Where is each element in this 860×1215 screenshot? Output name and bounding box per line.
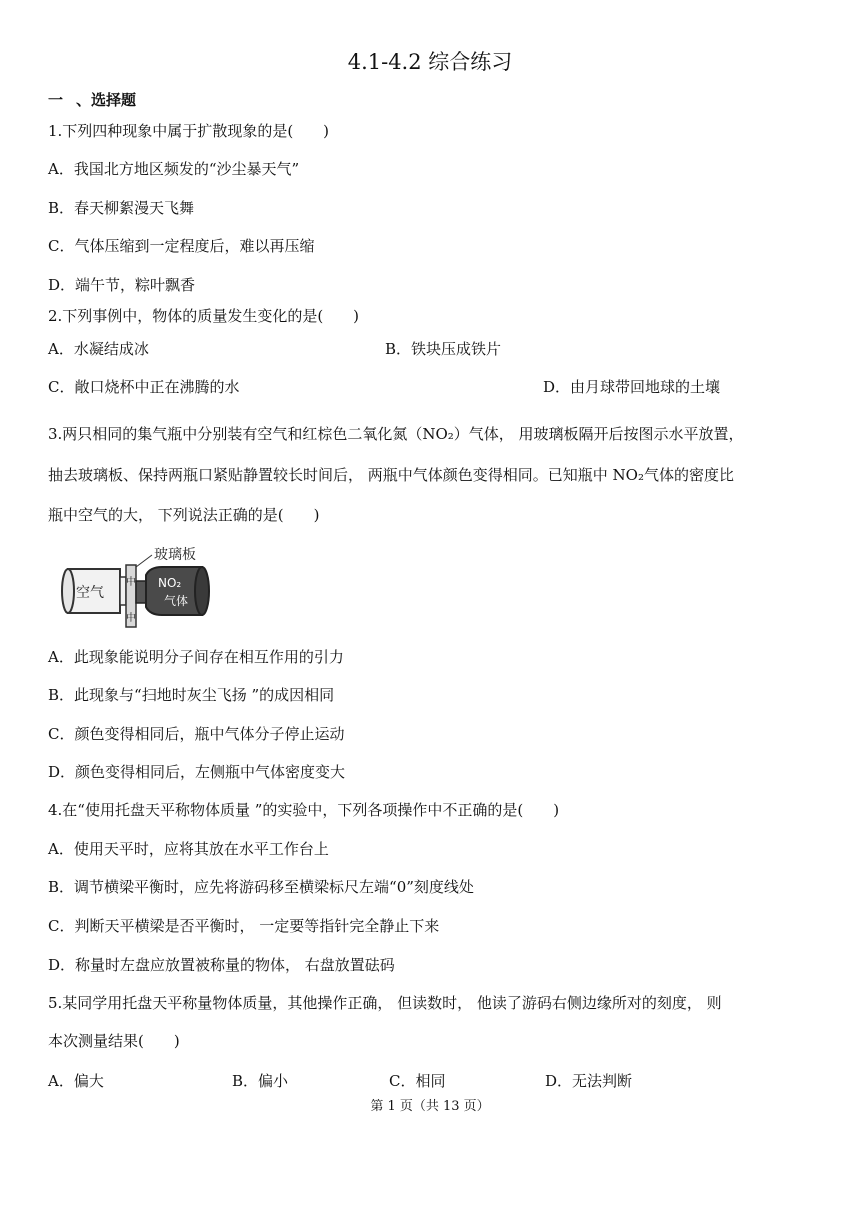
question-1-option-b: B．春天柳絮漫天飞舞 bbox=[48, 199, 195, 217]
question-3-option-c: C．颜色变得相同后，瓶中气体分子停止运动 bbox=[48, 725, 345, 743]
glass-callout-line bbox=[136, 555, 152, 567]
question-4-option-a: A．使用天平时，应将其放在水平工作台上 bbox=[48, 840, 329, 858]
question-5-option-b: B．偏小 bbox=[232, 1072, 289, 1090]
question-2-option-a: A．水凝结成冰 bbox=[48, 340, 149, 358]
question-4-stem: 4.在“使用托盘天平称物体质量 ”的实验中，下列各项操作中不正确的是( ) bbox=[48, 801, 560, 819]
question-5-option-d: D．无法判断 bbox=[545, 1072, 633, 1090]
question-3-option-b: B．此现象与“扫地时灰尘飞扬 ”的成因相同 bbox=[48, 686, 335, 704]
question-1-stem: 1.下列四种现象中属于扩散现象的是( ) bbox=[48, 122, 330, 140]
no2-bottle-base bbox=[195, 567, 209, 615]
no2-bottle-neck bbox=[136, 581, 146, 603]
air-bottle-base bbox=[62, 569, 74, 613]
question-5-option-a: A．偏大 bbox=[48, 1072, 104, 1090]
gas-label: 气体 bbox=[164, 594, 189, 608]
section-heading bbox=[48, 90, 136, 110]
air-label: 空气 bbox=[76, 585, 104, 601]
question-2-option-d: D．由月球带回地球的土壤 bbox=[543, 378, 721, 396]
question-3-stem-line-3: 瓶中空气的大， 下列说法正确的是( ) bbox=[48, 506, 320, 524]
question-5-stem-line-1: 5.某同学用托盘天平称量物体质量，其他操作正确， 但读数时， 他读了游码右侧边缘所对的刻度， 则 bbox=[48, 994, 722, 1012]
question-3-option-d: D．颜色变得相同后，左侧瓶中气体密度变大 bbox=[48, 763, 346, 781]
question-4-option-d: D．称量时左盘应放置被称量的物体， 右盘放置砝码 bbox=[48, 956, 395, 974]
question-4-option-c: C．判断天平横梁是否平衡时， 一定要等指针完全静止下来 bbox=[48, 917, 440, 935]
question-2-option-b: B．铁块压成铁片 bbox=[385, 340, 502, 358]
section-number: 一 bbox=[48, 91, 64, 109]
glass-plate-label: 玻璃板 bbox=[154, 547, 196, 563]
question-5-option-c: C．相同 bbox=[389, 1072, 446, 1090]
question-3-stem-line-1: 3.两只相同的集气瓶中分别装有空气和红棕色二氧化氮（NO₂）气体， 用玻璃板隔开后按图示水平放置， bbox=[48, 425, 744, 443]
question-1-option-a: A．我国北方地区频发的“沙尘暴天气” bbox=[48, 160, 300, 178]
section-label: 、选择题 bbox=[76, 91, 137, 109]
question-1-option-c: C．气体压缩到一定程度后，难以再压缩 bbox=[48, 237, 315, 255]
question-3-option-a: A．此现象能说明分子间存在相互作用的引力 bbox=[48, 648, 344, 666]
question-1-option-d: D．端午节，粽叶飘香 bbox=[48, 276, 196, 294]
question-5-stem-line-2: 本次测量结果( ) bbox=[48, 1032, 180, 1050]
question-3-stem-line-2: 抽去玻璃板、保持两瓶口紧贴静置较长时间后， 两瓶中气体颜色变得相同。已知瓶中 NO₂气体的密度比 bbox=[48, 466, 734, 484]
question-2-option-c: C．敞口烧杯中正在沸腾的水 bbox=[48, 378, 240, 396]
question-2-stem: 2.下列事例中，物体的质量发生变化的是( ) bbox=[48, 307, 360, 325]
no2-label: NO₂ bbox=[158, 576, 182, 590]
page-title: 4.1-4.2 综合练习 bbox=[347, 50, 513, 74]
question-4-option-b: B．调节横梁平衡时，应先将游码移至横梁标尺左端“0”刻度线处 bbox=[48, 878, 474, 896]
page-footer: 第 1 页（共 13 页） bbox=[370, 1099, 490, 1114]
glass-mark-2: 中 bbox=[126, 613, 136, 624]
glass-mark-1: 中 bbox=[126, 577, 136, 588]
gas-bottles-figure bbox=[58, 543, 218, 629]
